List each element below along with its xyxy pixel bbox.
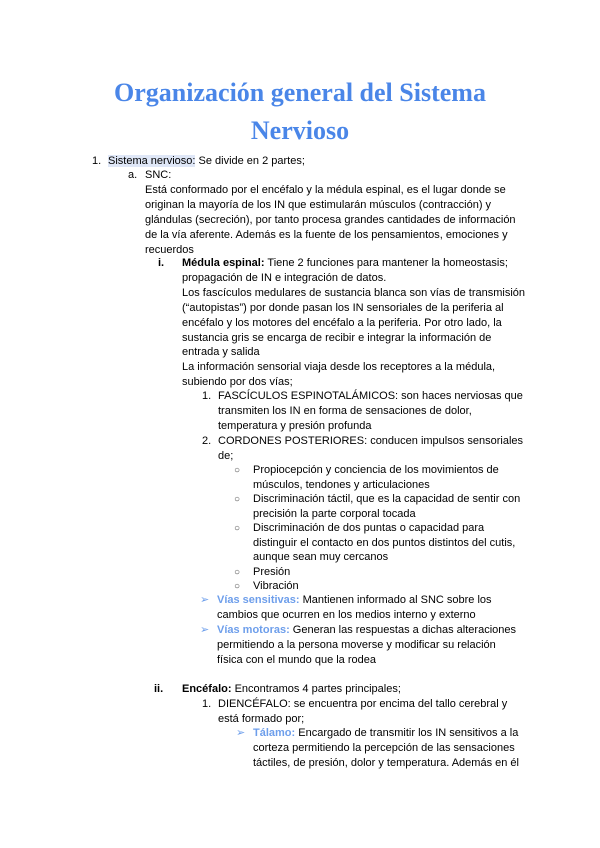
medula-line: Los fascículos medulares de sustancia blanca son vías de transmisión (182, 287, 526, 299)
bullet-line: distinguir el contacto en dos puntos distintos del cutis, (253, 537, 516, 549)
medula-line: encéfalo y los motores del encéfalo a la periferia. Por otro lado, la (182, 317, 502, 329)
bullet-line: Propiocepción y conciencia de los movimientos de (253, 464, 499, 476)
talamo-label: Tálamo: (253, 727, 296, 739)
medula-line: propagación de IN e integración de datos. (182, 272, 387, 284)
encefalo-heading (182, 682, 401, 697)
vias-sensitivas (217, 593, 492, 608)
bullet-line: Discriminación de dos puntas o capacidad para (253, 522, 485, 534)
document-title (60, 74, 540, 150)
snc-line: recuerdos (145, 244, 194, 256)
arrow-icon: ➢ (236, 727, 246, 739)
vias-sensitivas-label: Vías sensitivas: (217, 594, 300, 606)
item-1-label: Sistema nervioso: (108, 155, 196, 167)
bullet-icon: ○ (234, 494, 241, 505)
bullet-icon: ○ (234, 523, 241, 534)
bullet-icon: ○ (234, 465, 241, 476)
diencefalo-number: 1. (202, 698, 212, 710)
vias-motoras (217, 623, 516, 638)
title-line-2: Nervioso (250, 116, 350, 145)
snc-line: glándulas (secreción), por tanto procesa grandes cantidades de información (145, 214, 516, 226)
cordones-line: de; (218, 450, 234, 462)
item-1-number: 1. (92, 155, 102, 167)
medula-rest: Tiene 2 funciones para mantener la homeostasis; (264, 257, 508, 269)
fasciculos-line: FASCÍCULOS ESPINOTALÁMICOS: son haces nerviosas que (218, 390, 523, 402)
title-line-1: Organización general del Sistema (114, 78, 486, 107)
bullet-icon: ○ (234, 581, 241, 592)
bullet-line: Presión (253, 566, 291, 578)
arrow-icon: ➢ (200, 594, 210, 606)
snc-letter: a. (128, 169, 138, 181)
bullet-line: Discriminación táctil, que es la capacidad de sentir con (253, 493, 521, 505)
vias-sensitivas-line: cambios que ocurren en los medios interno y externo (217, 609, 476, 621)
medula-line: La información sensorial viaja desde los receptores a la médula, (182, 361, 496, 373)
vias-motoras-line: física con el mundo que la rodea (217, 654, 376, 666)
medula-heading (182, 256, 508, 271)
vias-motoras-line: permitiendo a la persona moverse y modificar su relación (217, 639, 496, 651)
diencefalo-line: DIENCÉFALO: se encuentra por encima del tallo cerebral y (218, 698, 508, 710)
bullet-line: Vibración (253, 580, 299, 592)
bullet-line: precisión la parte corporal tocada (253, 508, 416, 520)
medula-line: subiendo por dos vías; (182, 376, 293, 388)
medula-roman: i. (158, 257, 165, 269)
snc-line: originan la mayoría de los IN que estimularán músculos (contracción) y (145, 199, 492, 211)
talamo-line: táctiles, de presión, dolor y temperatura. Además en él (253, 757, 519, 769)
snc-line: de la vía aferente. Además es la fuente de los pensamientos, emociones y (145, 229, 508, 241)
medula-line: sustancia gris se encarga de recibir e integrar la información de (182, 332, 492, 344)
medula-label: Médula espinal: (182, 257, 265, 269)
bullet-icon: ○ (234, 567, 241, 578)
fasciculos-line: transmiten los IN en forma de sensaciones de dolor, (218, 405, 472, 417)
medula-line: (“autopistas”) por donde pasan los IN sensoriales de la periferia al (182, 302, 504, 314)
fasciculos-number: 1. (202, 390, 212, 402)
encefalo-rest: Encontramos 4 partes principales; (231, 683, 401, 695)
cordones-line: CORDONES POSTERIORES: conducen impulsos sensoriales (218, 435, 524, 447)
cordones-number: 2. (202, 435, 212, 447)
snc-line: Está conformado por el encéfalo y la médula espinal, es el lugar donde se (145, 184, 506, 196)
snc-label: SNC: (145, 169, 172, 181)
vias-motoras-label: Vías motoras: (217, 624, 290, 636)
fasciculos-line: temperatura y presión profunda (218, 420, 372, 432)
medula-line: entrada y salida (182, 346, 260, 358)
vias-sensitivas-rest: Mantienen informado al SNC sobre los (299, 594, 492, 606)
encefalo-label: Encéfalo: (182, 683, 232, 695)
bullet-line: aunque sean muy cercanos (253, 551, 389, 563)
arrow-icon: ➢ (200, 624, 210, 636)
item-1-rest: Se divide en 2 partes; (195, 155, 305, 167)
item-1-text (108, 154, 305, 169)
vias-motoras-rest: Generan las respuestas a dichas alteraciones (289, 624, 516, 636)
diencefalo-line: está formado por; (218, 713, 305, 725)
talamo (253, 726, 518, 741)
encefalo-roman: ii. (154, 683, 164, 695)
bullet-line: músculos, tendones y articulaciones (253, 479, 430, 491)
talamo-line: corteza permitiendo la percepción de las sensaciones (253, 742, 515, 754)
talamo-rest: Encargado de transmitir los IN sensitivos a la (295, 727, 519, 739)
